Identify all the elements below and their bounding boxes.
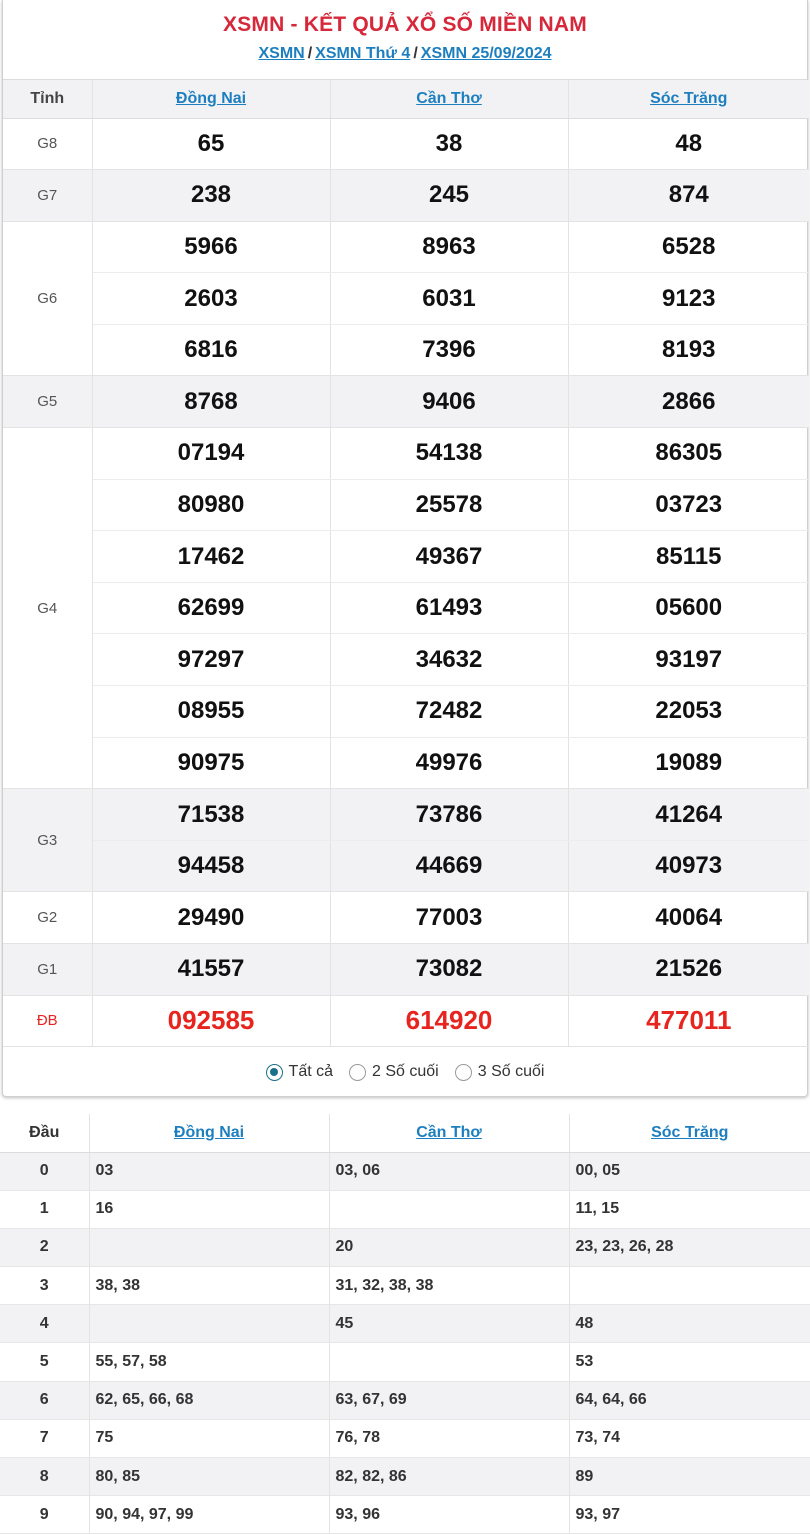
prize-number: 73786 bbox=[330, 789, 568, 841]
radio-icon[interactable] bbox=[349, 1064, 366, 1081]
prize-number: 19089 bbox=[568, 737, 809, 789]
prize-number: 48 bbox=[568, 118, 809, 170]
filter-option-label: 2 Số cuối bbox=[372, 1063, 439, 1081]
province-link-soc-trang[interactable]: Sóc Trăng bbox=[650, 89, 728, 107]
province-header-dong-nai bbox=[92, 80, 330, 118]
filter-option-2-digits[interactable] bbox=[349, 1063, 439, 1081]
breadcrumb-link-xsmn-date[interactable]: XSMN 25/09/2024 bbox=[420, 45, 552, 62]
prize-number: 40973 bbox=[568, 840, 809, 892]
prize-row bbox=[3, 634, 809, 686]
prize-number: 85115 bbox=[568, 531, 809, 583]
loto-head-label-header: Đầu bbox=[0, 1114, 89, 1152]
prize-number: 7396 bbox=[330, 324, 568, 376]
digit-filter bbox=[3, 1047, 807, 1097]
loto-header-dong-nai bbox=[89, 1114, 329, 1152]
loto-values: 89 bbox=[569, 1458, 810, 1496]
loto-values bbox=[89, 1228, 329, 1266]
prize-row bbox=[3, 479, 809, 531]
results-header-row bbox=[3, 80, 809, 118]
prize-number: 71538 bbox=[92, 789, 330, 841]
loto-head-digit: 8 bbox=[0, 1458, 89, 1496]
prize-row bbox=[3, 944, 809, 996]
prize-number: 86305 bbox=[568, 428, 809, 480]
loto-values: 82, 82, 86 bbox=[329, 1458, 569, 1496]
loto-values: 00, 05 bbox=[569, 1152, 810, 1190]
prize-number: 65 bbox=[92, 118, 330, 170]
prize-row bbox=[3, 221, 809, 273]
prize-label: G8 bbox=[3, 118, 92, 170]
prize-number: 49367 bbox=[330, 531, 568, 583]
prize-number: 092585 bbox=[92, 995, 330, 1047]
loto-row bbox=[0, 1267, 810, 1305]
loto-values: 62, 65, 66, 68 bbox=[89, 1381, 329, 1419]
prize-number: 44669 bbox=[330, 840, 568, 892]
loto-row bbox=[0, 1496, 810, 1534]
loto-values bbox=[89, 1305, 329, 1343]
loto-values: 11, 15 bbox=[569, 1190, 810, 1228]
prize-number: 29490 bbox=[92, 892, 330, 944]
prize-number: 9123 bbox=[568, 273, 809, 325]
loto-values bbox=[329, 1343, 569, 1381]
loto-values: 64, 64, 66 bbox=[569, 1381, 810, 1419]
province-label-header: Tỉnh bbox=[3, 80, 92, 118]
prize-number: 21526 bbox=[568, 944, 809, 996]
breadcrumb-link-xsmn-thu4[interactable]: XSMN Thứ 4 bbox=[315, 45, 411, 62]
breadcrumb-separator: / bbox=[413, 45, 418, 62]
prize-row bbox=[3, 840, 809, 892]
loto-values: 03 bbox=[89, 1152, 329, 1190]
loto-row bbox=[0, 1419, 810, 1457]
loto-province-link-dong-nai[interactable]: Đồng Nai bbox=[173, 1123, 245, 1141]
prize-row bbox=[3, 531, 809, 583]
loto-head-digit: 1 bbox=[0, 1190, 89, 1228]
loto-header-soc-trang bbox=[569, 1114, 810, 1152]
prize-number: 5966 bbox=[92, 221, 330, 273]
loto-values: 16 bbox=[89, 1190, 329, 1228]
prize-number: 477011 bbox=[568, 995, 809, 1047]
prize-number: 40064 bbox=[568, 892, 809, 944]
prize-number: 08955 bbox=[92, 686, 330, 738]
loto-values: 03, 06 bbox=[329, 1152, 569, 1190]
loto-values: 75 bbox=[89, 1419, 329, 1457]
loto-row bbox=[0, 1458, 810, 1496]
prize-number: 2603 bbox=[92, 273, 330, 325]
loto-row bbox=[0, 1152, 810, 1190]
prize-number: 17462 bbox=[92, 531, 330, 583]
prize-number: 38 bbox=[330, 118, 568, 170]
prize-number: 8193 bbox=[568, 324, 809, 376]
prize-number: 6816 bbox=[92, 324, 330, 376]
prize-label: G4 bbox=[3, 428, 92, 789]
radio-icon[interactable] bbox=[266, 1064, 283, 1081]
prize-number: 93197 bbox=[568, 634, 809, 686]
card-header bbox=[3, 0, 807, 80]
prize-number: 97297 bbox=[92, 634, 330, 686]
loto-values: 76, 78 bbox=[329, 1419, 569, 1457]
prize-number: 72482 bbox=[330, 686, 568, 738]
loto-values: 93, 96 bbox=[329, 1496, 569, 1534]
loto-province-link-soc-trang[interactable]: Sóc Trăng bbox=[651, 1123, 729, 1141]
results-table bbox=[3, 80, 809, 1047]
prize-number: 2866 bbox=[568, 376, 809, 428]
prize-row bbox=[3, 118, 809, 170]
prize-number: 77003 bbox=[330, 892, 568, 944]
prize-row bbox=[3, 892, 809, 944]
loto-values: 73, 74 bbox=[569, 1419, 810, 1457]
prize-number: 73082 bbox=[330, 944, 568, 996]
prize-number: 03723 bbox=[568, 479, 809, 531]
prize-label: G6 bbox=[3, 221, 92, 376]
loto-row bbox=[0, 1305, 810, 1343]
prize-number: 62699 bbox=[92, 582, 330, 634]
loto-table bbox=[0, 1114, 810, 1534]
prize-number: 61493 bbox=[330, 582, 568, 634]
loto-values: 20 bbox=[329, 1228, 569, 1266]
prize-row bbox=[3, 582, 809, 634]
prize-row bbox=[3, 324, 809, 376]
province-link-can-tho[interactable]: Cần Thơ bbox=[416, 89, 482, 107]
prize-number: 8963 bbox=[330, 221, 568, 273]
prize-row bbox=[3, 737, 809, 789]
loto-head-digit: 6 bbox=[0, 1381, 89, 1419]
loto-head-digit: 4 bbox=[0, 1305, 89, 1343]
prize-number: 05600 bbox=[568, 582, 809, 634]
page-title: XSMN - KẾT QUẢ XỔ SỐ MIỀN NAM bbox=[223, 13, 587, 36]
results-card bbox=[2, 0, 808, 1097]
loto-head-digit: 2 bbox=[0, 1228, 89, 1266]
prize-number: 80980 bbox=[92, 479, 330, 531]
prize-number: 25578 bbox=[330, 479, 568, 531]
prize-number: 6528 bbox=[568, 221, 809, 273]
loto-row bbox=[0, 1343, 810, 1381]
loto-values: 90, 94, 97, 99 bbox=[89, 1496, 329, 1534]
prize-label: G2 bbox=[3, 892, 92, 944]
prize-number: 94458 bbox=[92, 840, 330, 892]
loto-values: 93, 97 bbox=[569, 1496, 810, 1534]
prize-number: 245 bbox=[330, 170, 568, 222]
loto-head-digit: 7 bbox=[0, 1419, 89, 1457]
filter-option-3-digits[interactable] bbox=[455, 1063, 545, 1081]
loto-values: 63, 67, 69 bbox=[329, 1381, 569, 1419]
prize-number: 614920 bbox=[330, 995, 568, 1047]
province-link-dong-nai[interactable]: Đồng Nai bbox=[175, 89, 247, 107]
prize-number: 8768 bbox=[92, 376, 330, 428]
prize-number: 34632 bbox=[330, 634, 568, 686]
breadcrumb-separator: / bbox=[307, 45, 313, 62]
filter-option-all[interactable] bbox=[266, 1063, 333, 1081]
filter-option-label: Tất cả bbox=[288, 1063, 334, 1081]
prize-number: 22053 bbox=[568, 686, 809, 738]
prize-label: G7 bbox=[3, 170, 92, 222]
prize-number: 6031 bbox=[330, 273, 568, 325]
prize-label: G3 bbox=[3, 789, 92, 892]
prize-number: 41264 bbox=[568, 789, 809, 841]
loto-values: 53 bbox=[569, 1343, 810, 1381]
loto-values: 48 bbox=[569, 1305, 810, 1343]
prize-label: G5 bbox=[3, 376, 92, 428]
loto-values: 80, 85 bbox=[89, 1458, 329, 1496]
loto-row bbox=[0, 1381, 810, 1419]
loto-row bbox=[0, 1190, 810, 1228]
prize-label: ĐB bbox=[3, 995, 92, 1047]
loto-province-link-can-tho[interactable]: Cần Thơ bbox=[416, 1123, 482, 1141]
prize-row bbox=[3, 789, 809, 841]
prize-number: 9406 bbox=[330, 376, 568, 428]
loto-values bbox=[569, 1267, 810, 1305]
radio-icon[interactable] bbox=[455, 1064, 472, 1081]
province-header-soc-trang bbox=[568, 80, 809, 118]
breadcrumb-link-xsmn[interactable]: XSMN bbox=[258, 45, 305, 62]
loto-head-digit: 5 bbox=[0, 1343, 89, 1381]
prize-number: 238 bbox=[92, 170, 330, 222]
loto-values: 45 bbox=[329, 1305, 569, 1343]
prize-row bbox=[3, 170, 809, 222]
loto-values: 55, 57, 58 bbox=[89, 1343, 329, 1381]
loto-values: 38, 38 bbox=[89, 1267, 329, 1305]
loto-values bbox=[329, 1190, 569, 1228]
prize-row bbox=[3, 428, 809, 480]
loto-row bbox=[0, 1228, 810, 1266]
loto-header-row bbox=[0, 1114, 810, 1152]
prize-number: 874 bbox=[568, 170, 809, 222]
prize-label: G1 bbox=[3, 944, 92, 996]
prize-number: 49976 bbox=[330, 737, 568, 789]
loto-header-can-tho bbox=[329, 1114, 569, 1152]
prize-row bbox=[3, 273, 809, 325]
prize-number: 54138 bbox=[330, 428, 568, 480]
loto-head-digit: 3 bbox=[0, 1267, 89, 1305]
prize-number: 90975 bbox=[92, 737, 330, 789]
filter-option-label: 3 Số cuối bbox=[477, 1063, 545, 1081]
loto-values: 31, 32, 38, 38 bbox=[329, 1267, 569, 1305]
special-prize-row bbox=[3, 995, 809, 1047]
loto-head-digit: 9 bbox=[0, 1496, 89, 1534]
loto-values: 23, 23, 26, 28 bbox=[569, 1228, 810, 1266]
prize-row bbox=[3, 376, 809, 428]
breadcrumb bbox=[3, 44, 807, 64]
province-header-can-tho bbox=[330, 80, 568, 118]
loto-head-digit: 0 bbox=[0, 1152, 89, 1190]
prize-row bbox=[3, 686, 809, 738]
prize-number: 41557 bbox=[92, 944, 330, 996]
prize-number: 07194 bbox=[92, 428, 330, 480]
